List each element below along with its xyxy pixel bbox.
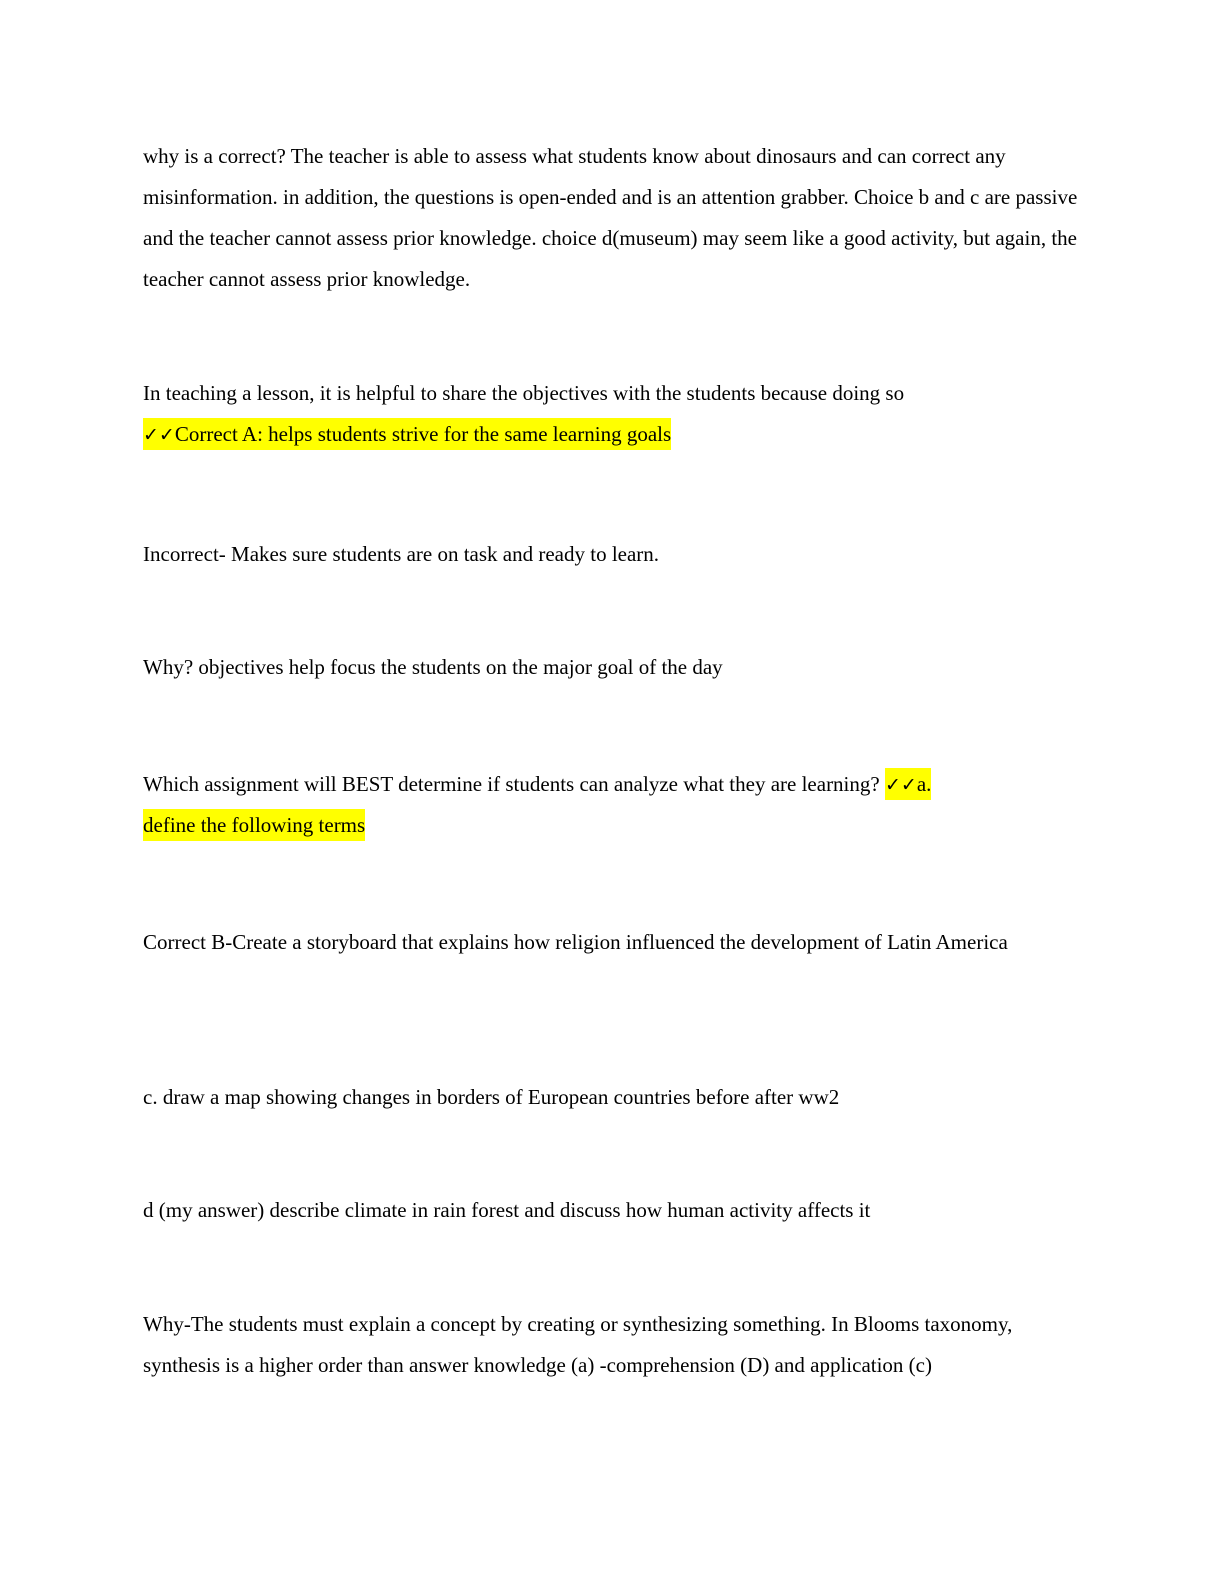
paragraph-question-objectives <box>143 373 1083 455</box>
highlighted-answer-a-define-terms: define the following terms <box>143 809 365 841</box>
correct-answer-a-text: Correct A: helps students strive for the same learning goals <box>174 422 672 446</box>
paragraph-correct-b-storyboard: Correct B-Create a storyboard that explains how religion influenced the development of Latin America <box>143 930 1008 954</box>
paragraph-incorrect-answer: Incorrect- Makes sure students are on task and ready to learn. <box>143 542 660 566</box>
highlighted-correct-answer-a <box>143 418 671 450</box>
double-check-icon: ✓✓ <box>143 424 175 446</box>
paragraph-why-objectives: Why? objectives help focus the students on the major goal of the day <box>143 655 723 679</box>
paragraph-question-analyze <box>143 764 1083 846</box>
paragraph-explanation-dinosaurs: why is a correct? The teacher is able to assess what students know about dinosaurs and can correct any misinformation. in addition, the questions is open-ended and is an attention grabber. Choice b and c are passive and the teacher cannot assess prior knowledge. choice d(museum) may seem like a good activity, but again, the teacher cannot assess prior knowledge. <box>143 144 1078 291</box>
paragraph-why-blooms-taxonomy: Why-The students must explain a concept by creating or synthesizing something. In Blooms taxonomy, synthesis is a higher order than answer knowledge (a) -comprehension (D) and application (c) <box>143 1312 1013 1377</box>
highlighted-answer-a-start <box>885 768 931 800</box>
paragraph-choice-d-my-answer: d (my answer) describe climate in rain forest and discuss how human activity affects it <box>143 1198 871 1222</box>
paragraph-choice-c-map: c. draw a map showing changes in borders of European countries before after ww2 <box>143 1085 840 1109</box>
question-analyze-text: Which assignment will BEST determine if students can analyze what they are learning? <box>143 772 880 796</box>
double-check-icon: ✓✓ <box>884 774 917 796</box>
question-objectives-text: In teaching a lesson, it is helpful to share the objectives with the students because doing so <box>143 381 905 405</box>
answer-a-label: a. <box>916 772 932 796</box>
